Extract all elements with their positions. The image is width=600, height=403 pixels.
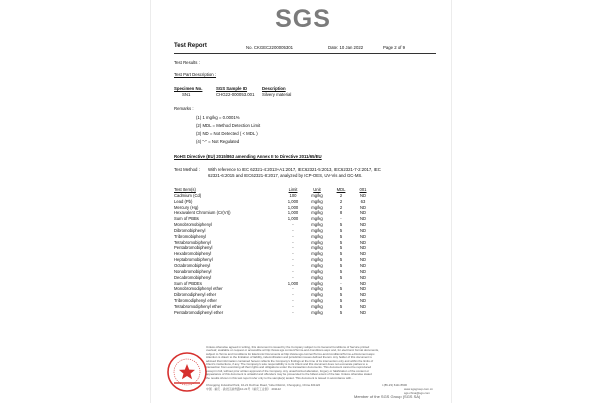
test-item-cell: Mercury (Hg) (174, 204, 199, 210)
limit-cell: - (292, 309, 294, 315)
unit-cell: mg/kg (311, 262, 323, 268)
limit-cell: - (292, 292, 294, 298)
test-item-cell: Dibromobiphenyl (174, 227, 206, 233)
mdl-cell: 5 (339, 257, 343, 263)
unit-cell: mg/kg (311, 239, 323, 245)
limit-cell: 1,000 (287, 204, 299, 210)
footer-line: subject to Terms and Conditions for Electronic Documents at http://www.sgs.com/en/Terms-and-Conditions/Terms-e-Document.aspx. (206, 351, 376, 356)
specimen-header-no: Specimen No. (174, 86, 203, 91)
mdl-cell: - (340, 280, 342, 286)
unit-cell: mg/kg (311, 210, 323, 216)
specimen-header-id: SGS Sample ID (216, 86, 248, 91)
unit-cell: mg/kg (311, 303, 323, 309)
test-item-cell: Sum of PBDEs (174, 280, 202, 286)
limit-cell: 1,000 (287, 198, 299, 204)
test-item-cell: Pentabromobiphenyl (174, 245, 213, 251)
unit-cell: mg/kg (311, 204, 323, 210)
unit-cell: mg/kg (311, 309, 323, 315)
result-cell: ND (359, 210, 367, 216)
test-item-cell: Octabromobiphenyl (174, 262, 211, 268)
specimen-header-description: Description (262, 86, 286, 91)
result-cell: ND (359, 309, 367, 315)
test-method-label: Test Method : (174, 167, 200, 172)
result-cell: ND (359, 216, 367, 222)
mdl-cell: 5 (339, 262, 343, 268)
unit-cell: mg/kg (311, 233, 323, 239)
test-item-cell: Heptabromobiphenyl (174, 257, 213, 263)
report-number: No. CKGEC2200005301 (246, 45, 294, 50)
mdl-cell: 5 (339, 292, 343, 298)
limit-cell: - (292, 233, 294, 239)
mdl-cell: 5 (339, 222, 343, 228)
result-cell: ND (359, 262, 367, 268)
specimen-description: Silvery material (262, 92, 292, 97)
remark-item: (2) MDL = Method Detection Limit (196, 123, 261, 128)
footer-line: Unless otherwise agreed in writing, this document is issued by the Company subject to its General Conditions of Service printed (206, 345, 370, 349)
limit-cell: - (292, 268, 294, 274)
limit-cell: - (292, 251, 294, 257)
mdl-cell: - (340, 216, 342, 222)
mdl-cell: 5 (339, 239, 343, 245)
footer-line: appearance of this document is unlawful and offenders may be prosecuted to the fullest extent of the law. Unless otherwise stated (206, 372, 372, 377)
page-number: Page 2 of 9 (383, 45, 405, 50)
header-result-001: 001 (359, 187, 367, 192)
header-unit: Unit (313, 187, 321, 192)
mdl-cell: 2 (339, 192, 343, 198)
limit-cell: - (292, 274, 294, 280)
footer-line: transaction from exercising all their rights and obligations under the transaction documents. This document cannot be reproduced (206, 365, 372, 370)
test-item-cell: Hexavalent Chromium (Cr(VI)) (174, 210, 231, 216)
unit-cell: mg/kg (311, 298, 323, 304)
test-item-cell: Tribromobiphenyl (174, 233, 207, 239)
test-item-cell: Monobromobiphenyl (174, 222, 212, 228)
result-cell: ND (359, 239, 367, 245)
result-cell: ND (359, 222, 367, 228)
test-item-cell: Nonabromobiphenyl (174, 268, 212, 274)
test-item-cell: Cadmium (Cd) (174, 192, 202, 198)
unit-cell: mg/kg (311, 257, 323, 263)
header-limit: Limit (288, 187, 298, 192)
limit-cell: 1,000 (287, 210, 299, 216)
test-item-cell: Tribromodiphenyl ether (174, 298, 217, 304)
limit-cell: - (292, 227, 294, 233)
remark-item: (3) ND = Not Detected ( < MDL ) (196, 131, 258, 136)
result-cell: ND (359, 292, 367, 298)
footer-address: Chongqing Industrial Park, 10-21 Duzhuo Road, Yubei District, Chongqing, China 401122 (206, 383, 321, 387)
table-body (174, 193, 422, 316)
test-item-cell: Pentabromodiphenyl ether (174, 309, 224, 315)
mdl-cell: 5 (339, 298, 343, 304)
limit-cell: - (292, 222, 294, 228)
unit-cell: mg/kg (311, 251, 323, 257)
mdl-cell: 5 (339, 303, 343, 309)
mdl-cell: 5 (339, 245, 343, 251)
mdl-cell: 8 (339, 210, 343, 216)
result-cell: ND (359, 274, 367, 280)
footer-line: overleaf, available on request or accessible at http://www.sgs.com/en/Terms-and-Conditions.aspx and, for electronic format documents, (206, 348, 379, 353)
limit-cell: - (292, 303, 294, 309)
limit-cell: 100 (289, 192, 297, 198)
footer-line: Attention is drawn to the limitation of liability, indemnification and jurisdiction issues defined therein. Any holder of this document is (206, 355, 372, 360)
remarks-heading: Remarks : (174, 106, 194, 111)
unit-cell: mg/kg (311, 198, 323, 204)
test-item-cell: Tetrabromodiphenyl ether (174, 303, 222, 309)
header-rule (174, 53, 436, 54)
specimen-sample-id: CHG22-000053.001 (216, 92, 255, 97)
unit-cell: mg/kg (311, 245, 323, 251)
test-method-line-2: 62321-6:2015 and IEC62321-8:2017, analyzed by ICP-OES, UV-Vis and GC-MS. (208, 173, 363, 178)
results-table (174, 187, 422, 316)
test-item-cell: Hexabromobiphenyl (174, 251, 212, 257)
result-cell: ND (359, 286, 367, 292)
mdl-cell: 5 (339, 233, 343, 239)
header-test-item: Test Item(s) (174, 187, 196, 192)
footer-address-cn: 中国 · 重庆 · 渝北区渝州路10-21号（重庆工业园） 401122 (206, 387, 281, 391)
test-item-cell: Sum of PBBs (174, 216, 199, 222)
member-of-sgs-group: Member of the SGS Group (SGS SA) (354, 394, 421, 399)
result-cell: ND (359, 268, 367, 274)
remark-item: (4) "-" = Not Regulated (196, 139, 240, 144)
result-cell: 63 (360, 198, 366, 204)
footer-email[interactable]: sgs.china@sgs.com (404, 391, 430, 395)
footer-phone: t (86-23) 6111 8600 (382, 383, 407, 387)
unit-cell: mg/kg (311, 216, 323, 222)
unit-cell: mg/kg (311, 274, 323, 280)
mdl-cell: 5 (339, 268, 343, 274)
mdl-cell: 2 (339, 198, 343, 204)
mdl-cell: 5 (339, 251, 343, 257)
table-row (174, 310, 422, 316)
mdl-cell: 5 (339, 274, 343, 280)
footer-line: the results shown in this test report refer only to the sample(s) tested. This document is issued in accordance with... (206, 375, 354, 380)
test-item-cell: Decabromobiphenyl (174, 274, 212, 280)
footer-line: Client's instructions, if any. The Company's sole responsibility is to its Client and this document does not exonerate parties to a (206, 362, 368, 366)
result-cell: ND (359, 251, 367, 257)
limit-cell: - (292, 257, 294, 263)
company-seal (166, 351, 208, 393)
limit-cell: 1,000 (287, 216, 299, 222)
unit-cell: mg/kg (311, 192, 323, 198)
footer-line: advised that information contained hereon reflects the Company's findings at the time of its intervention only and within the limits of (206, 358, 374, 363)
limit-cell: - (292, 239, 294, 245)
report-date: Date: 10 Jan 2022 (328, 45, 364, 50)
test-item-cell: Tetrabromobiphenyl (174, 239, 211, 245)
test-item-cell: Lead (Pb) (174, 198, 193, 204)
remark-item: (1) 1 mg/kg = 0.0001% (196, 115, 240, 120)
result-cell: ND (359, 280, 367, 286)
test-item-cell: Monobromodiphenyl ether (174, 286, 223, 292)
unit-cell: mg/kg (311, 222, 323, 228)
result-cell: ND (359, 303, 367, 309)
rohs-directive-title: RoHS Directive (EU) 2015/863 amending Annex II to Directive 2011/65/EU (174, 154, 322, 159)
result-cell: ND (359, 298, 367, 304)
result-cell: ND (359, 245, 367, 251)
result-cell: ND (359, 257, 367, 263)
test-method-line-1: With reference to IEC 62321-4:2013+A1:2017, IEC62321-5:2013, IEC62321-7-2:2017, IEC (208, 167, 381, 172)
test-item-cell: Dibromodiphenyl ether (174, 292, 217, 298)
mdl-cell: 5 (339, 286, 343, 292)
specimen-no: SN1 (182, 92, 191, 97)
footer-web[interactable]: www.sgsgroup.com.cn (404, 387, 433, 391)
report-title: Test Report (174, 43, 207, 49)
limit-cell: - (292, 298, 294, 304)
mdl-cell: 2 (339, 204, 343, 210)
mdl-cell: 5 (339, 227, 343, 233)
part-description-heading: Test Part Description : (174, 72, 217, 77)
unit-cell: mg/kg (311, 280, 323, 286)
header-mdl: MDL (336, 187, 346, 192)
footer-line: except in full, without prior written approval of the Company. Any unauthorized alteration, forgery or falsification of the content or (206, 368, 370, 373)
limit-cell: - (292, 245, 294, 251)
result-cell: ND (359, 233, 367, 239)
result-cell: ND (359, 227, 367, 233)
limit-cell: 1,000 (287, 280, 299, 286)
limit-cell: - (292, 286, 294, 292)
sgs-logo: SGS (275, 5, 331, 33)
unit-cell: mg/kg (311, 292, 323, 298)
unit-cell: mg/kg (311, 227, 323, 233)
unit-cell: mg/kg (311, 286, 323, 292)
test-results-heading: Test Results : (174, 60, 200, 65)
mdl-cell: 5 (339, 309, 343, 315)
unit-cell: mg/kg (311, 268, 323, 274)
limit-cell: - (292, 262, 294, 268)
result-cell: ND (359, 204, 367, 210)
result-cell: ND (359, 192, 367, 198)
